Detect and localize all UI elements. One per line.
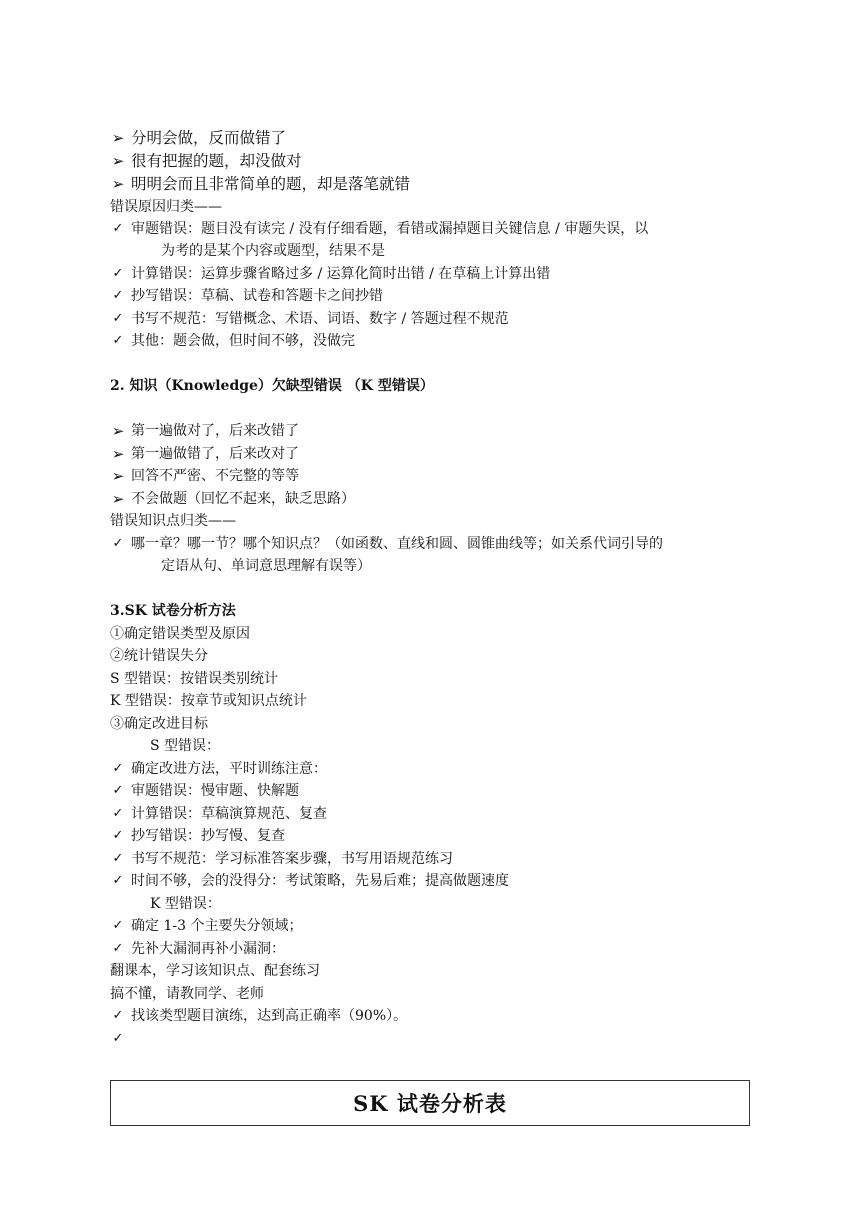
check-bullet-icon: ✓	[112, 536, 124, 551]
list-item: ✓ 确定改进方法，平时训练注意：	[131, 758, 751, 781]
list-item: ✓ 找该类型题目演练，达到高正确率（90%）。	[131, 1005, 751, 1028]
section-heading: 3.SK 试卷分析方法	[110, 603, 236, 619]
check-bullet-icon: ✓	[112, 333, 124, 348]
plain-line: 搞不懂，请教同学、老师	[110, 986, 264, 1002]
check-bullet-icon: ✓	[112, 851, 124, 866]
check-bullet-icon: ✓	[112, 761, 124, 776]
error-cause-heading: 错误原因归类——	[110, 199, 222, 215]
check-bullet-icon: ✓	[112, 288, 124, 303]
list-item: ✓ 时间不够，会的没得分：考试策略，先易后难；提高做题速度	[131, 870, 751, 893]
check-bullet-icon: ✓	[112, 918, 124, 933]
step-item: ①确定错误类型及原因	[110, 626, 250, 642]
check-bullet-icon: ✓	[112, 828, 124, 843]
arrow-bullet-icon: ➢	[111, 445, 125, 463]
check-bullet-icon: ✓	[112, 1008, 124, 1023]
s-type-label: S 型错误：	[150, 738, 221, 754]
list-item: ➢ 很有把握的题，却没做对	[131, 150, 751, 173]
list-item-continuation: 定语从句、单词意思理解有误等）	[161, 558, 371, 574]
list-item: ✓ 书写不规范：写错概念、术语、词语、数字 / 答题过程不规范	[131, 308, 751, 331]
step-item: ③确定改进目标	[110, 716, 208, 732]
list-item: ✓ 书写不规范：学习标准答案步骤，书写用语规范练习	[131, 848, 751, 871]
list-item: ➢ 明明会而且非常简单的题，却是落笔就错	[131, 173, 751, 196]
arrow-bullet-icon: ➢	[111, 175, 125, 193]
check-bullet-icon: ✓	[112, 1031, 124, 1046]
list-item: ➢ 第一遍做错了，后来改对了	[131, 443, 751, 466]
arrow-bullet-icon: ➢	[111, 490, 125, 508]
check-bullet-icon: ✓	[112, 941, 124, 956]
arrow-bullet-icon: ➢	[111, 422, 125, 440]
check-bullet-icon: ✓	[112, 311, 124, 326]
check-bullet-icon: ✓	[112, 221, 124, 236]
list-item: ✓ 审题错误：慢审题、快解题	[131, 780, 751, 803]
list-item: ✓ 哪一章？哪一节？哪个知识点？（如函数、直线和圆、圆锥曲线等；如关系代词引导的	[131, 533, 751, 556]
check-bullet-icon: ✓	[112, 266, 124, 281]
list-item: ✓ 先补大漏洞再补小漏洞：	[131, 938, 751, 961]
list-item: ➢ 第一遍做对了，后来改错了	[131, 420, 751, 443]
list-item: ➢ 回答不严密、不完整的等等	[131, 465, 751, 488]
list-item: ➢ 不会做题（回忆不起来，缺乏思路）	[131, 488, 751, 511]
list-item-continuation: 为考的是某个内容或题型，结果不是	[161, 243, 385, 259]
list-item: ✓ 抄写错误：草稿、试卷和答题卡之间抄错	[131, 285, 751, 308]
check-bullet-icon: ✓	[112, 783, 124, 798]
list-item: ➢ 分明会做，反而做错了	[131, 127, 751, 150]
step-item: ②统计错误失分	[110, 648, 208, 664]
list-item: ✓ 审题错误：题目没有读完 / 没有仔细看题，看错或漏掉题目关键信息 / 审题失误，以	[131, 218, 751, 241]
check-bullet-icon: ✓	[112, 806, 124, 821]
step-item: S 型错误：按错误类别统计	[110, 671, 279, 687]
k-type-label: K 型错误：	[150, 896, 221, 912]
step-item: K 型错误：按章节或知识点统计	[110, 693, 307, 709]
list-item: ✓ 计算错误：运算步骤省略过多 / 运算化简时出错 / 在草稿上计算出错	[131, 263, 751, 286]
table-title: SK 试卷分析表	[353, 1091, 507, 1116]
list-item: ✓ 其他：题会做，但时间不够，没做完	[131, 330, 751, 353]
arrow-bullet-icon: ➢	[111, 152, 125, 170]
list-item: ✓ 抄写错误：抄写慢、复查	[131, 825, 751, 848]
arrow-bullet-icon: ➢	[111, 467, 125, 485]
list-item: ✓ 确定 1-3 个主要失分领域；	[131, 915, 751, 938]
arrow-bullet-icon: ➢	[111, 129, 125, 147]
knowledge-cause-heading: 错误知识点归类——	[110, 513, 236, 529]
section-heading: 2. 知识（Knowledge）欠缺型错误 （K 型错误）	[110, 378, 434, 394]
plain-line: 翻课本，学习该知识点、配套练习	[110, 963, 320, 979]
list-item: ✓ 计算错误：草稿演算规范、复查	[131, 803, 751, 826]
table-title-box	[110, 1080, 750, 1126]
check-bullet-icon: ✓	[112, 873, 124, 888]
